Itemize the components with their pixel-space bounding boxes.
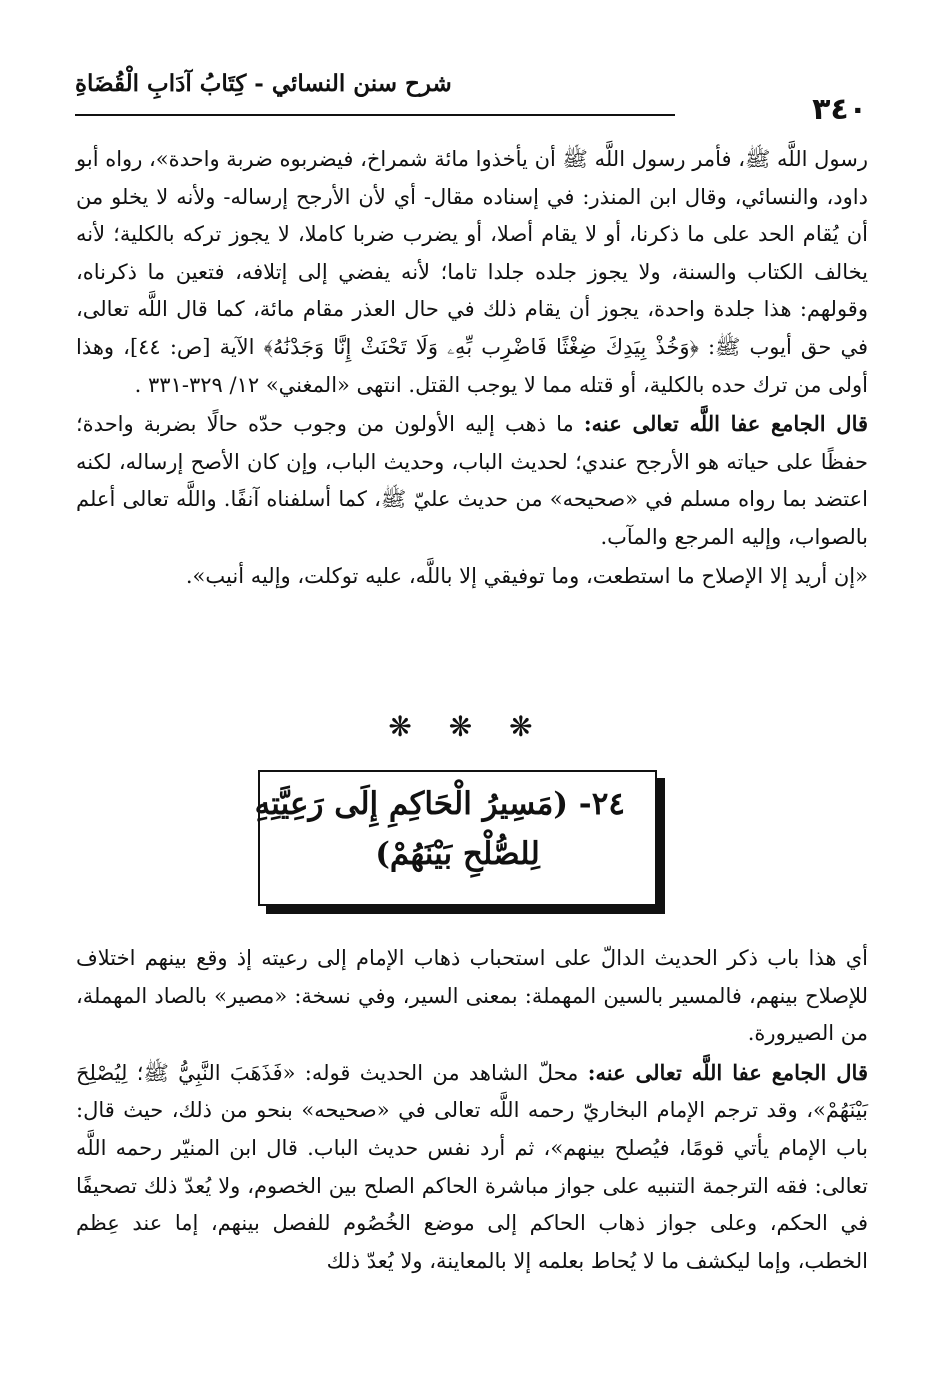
paragraph-1: رسول اللَّه ﷺ، فأمر رسول اللَّه ﷺ أن يأخذوا مائة شمراخ، فيضربوه ضربة واحدة»، رواه أبو داود، والنسائي، وقال ابن المنذر: في إسناده مقال- أي لأن الأرجح إرساله- ولأنه لا يخلو من أن يُقام الحد على ما ذكرنا، أو لا يقام أصلا، أو يضرب ضربا كاملا، لا يجوز تركه بالكلية؛ لأنه يخالف الكتاب والسنة، ولا يجوز جلده جلدا تاما؛ لأنه يفضي إلى إتلافه، فتعين ما ذكرناه، وقولهم: هذا جلدة واحدة، يجوز أن يقام ذلك في حال العذر مقام مائة، كما قال اللَّه تعالى، في حق أيوب ﷺ: ﴿وَخُذْ بِيَدِكَ ضِغْثًا فَاضْرِب بِّهِۦ وَلَا تَحْنَثْ إِنَّا وَجَدْنَٰهُ﴾ الآية [ص: ٤٤]، وهذا أولى من ترك حده بالكلية، أو قتله مما لا يوجب القتل. انتهى «المغني» ١٢/ ٣٢٩-٣٣١ . [76, 147, 869, 397]
paragraph-2 [76, 405, 868, 556]
paragraph-5 [76, 1054, 868, 1281]
chapter-title-box [254, 770, 657, 906]
author-note-label: قال الجامع عفا اللَّه تعالى عنه: [583, 411, 869, 437]
paragraph-5-text: محلّ الشاهد من الحديث قوله: «فَذَهَبَ النَّبِيُّ ﷺ؛ لِيُصْلِحَ بَيْنَهُمْ»، وقد ترجم الإمام البخاريّ رحمه اللَّه تعالى في «صحيحه» بنحو من ذلك، حيث قال: باب الإمام يأتي قومًا، فيُصلح بينهم»، ثم أرد نفس حديث الباب. قال ابن المنيّر رحمه اللَّه تعالى: فقه الترجمة التنبيه على جواز مباشرة الحاكم الصلح بين الخصوم، ولا يُعدّ ذلك تصحيفًا في الحكم، وعلى جواز ذهاب الحاكم إلى موضع الخُصُوم للفصل بينهم، إما عند عِظم الخطب، وإما ليكشف ما لا يُحاط بعلمه إلا بالمعاينة، ولا يُعدّ ذلك [76, 1060, 868, 1273]
chapter-title-line-1: ٢٤- (مَسِيرُ الْحَاكِمِ إِلَى رَعِيَّتِهِ [254, 786, 625, 822]
author-note-label: قال الجامع عفا اللَّه تعالى عنه: [587, 1059, 868, 1085]
header-rule [75, 114, 675, 116]
section-1 [76, 141, 868, 595]
running-title: شرح سنن النسائي - كِتَابُ آدَابِ الْقُضَاةِ [75, 70, 452, 97]
section-separator: ❋ ❋ ❋ [388, 710, 547, 743]
paragraph-4: أي هذا باب ذكر الحديث الدالّ على استحباب ذهاب الإمام إلى رعيته إذ وقع بينهم اختلاف للإصلاح بينهم، فالمسير بالسين المهملة: بمعنى السير، وفي نسخة: «مصير» بالصاد المهملة، من الصيرورة. [76, 946, 868, 1046]
page-header [75, 70, 867, 130]
chapter-title-line-2: لِلصُّلْحِ بَيْنَهُمْ) [375, 836, 540, 872]
paragraph-2-text: ما ذهب إليه الأولون من وجوب حدّه حالًا بضربة واحدة؛ حفظًا على حياته هو الأرجح عندي؛ لحديث الباب، وحديث الباب، وإن كان الأصح إرساله، لكنه اعتضد بما رواه مسلم في «صحيحه» من حديث عليّ ﷺ، كما أسلفناه آنفًا. واللَّه تعالى أعلم بالصواب، وإليه المرجع والمآب. [76, 412, 868, 549]
section-2 [76, 940, 868, 1280]
paragraph-3: «إن أريد إلا الإصلاح ما استطعت، وما توفيقي إلا باللَّه، عليه توكلت، وإليه أنيب». [185, 563, 868, 588]
page-number: ٣٤٠ [812, 92, 867, 127]
